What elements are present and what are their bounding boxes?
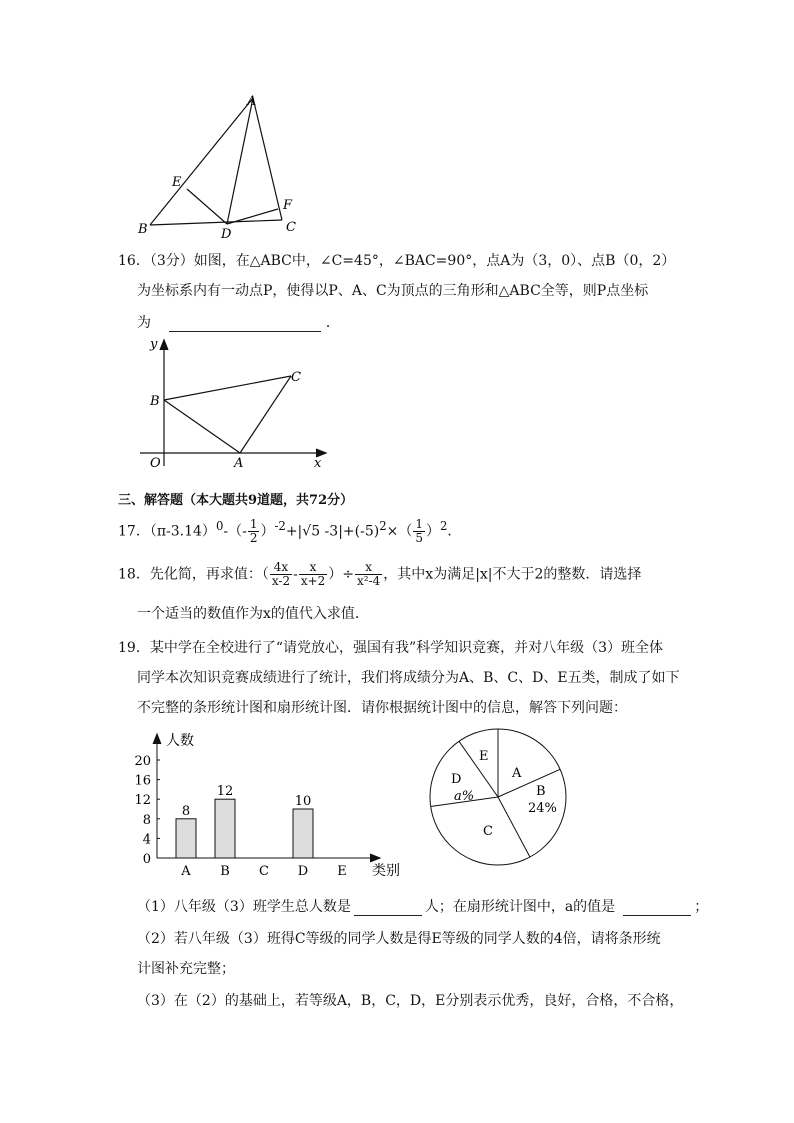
q18-line1 <box>118 561 641 588</box>
y-tick-label: 12 <box>134 793 151 809</box>
y-tick-label: 16 <box>134 773 151 789</box>
bar-A <box>176 819 196 858</box>
y-tick-label: 20 <box>134 754 151 769</box>
label-B: B <box>150 394 160 409</box>
answer-blank[interactable] <box>169 331 321 332</box>
pie-label-E: E <box>479 749 489 764</box>
q17-number: 17． <box>118 523 150 540</box>
q16-line3-post: ． <box>325 315 340 331</box>
fraction-4x: $\frac{4x}{x-2}$ <box>271 560 291 588</box>
minus: - <box>293 566 298 583</box>
pie-label-B: B <box>536 784 546 799</box>
answer-blank-a[interactable] <box>623 915 691 916</box>
paren-div: ）÷ <box>328 566 355 583</box>
label-A: A <box>247 94 257 109</box>
x-axis-label: 类别 <box>372 863 400 879</box>
q16-line2: 为坐标系内有一动点P，使得以P、A、C为顶点的三角形和△ABC全等，则P点坐标 <box>137 283 649 299</box>
fraction-x-plus-2: $\frac{x}{x+2}$ <box>300 560 326 588</box>
x-tick-label: D <box>297 864 309 879</box>
pie-label-C: C <box>483 824 493 839</box>
pie-label-A: A <box>512 766 522 781</box>
q19-line2: 同学本次知识竞赛成绩进行了统计，我们将成绩分为A、B、C、D、E五类，制成了如下 <box>137 670 680 686</box>
q17-exp: 2 <box>440 518 448 533</box>
label-C: C <box>286 220 296 235</box>
q17 <box>118 518 461 545</box>
q17-part: ） <box>426 523 440 540</box>
pie-pct-B: 24% <box>528 801 557 816</box>
q17-part: ×（ <box>386 523 413 540</box>
bar-B <box>215 799 235 858</box>
q17-part: +|√5 -3|+(-5) <box>285 523 380 540</box>
x-tick-label: E <box>337 864 347 879</box>
pie-label-D: D <box>451 772 462 787</box>
q17-exp: -2 <box>274 518 286 533</box>
x-tick-label: C <box>259 864 269 879</box>
x-tick-label: A <box>181 864 191 879</box>
x-tick-label: B <box>220 864 230 879</box>
q19-line1: 19．某中学在全校进行了“请党放心，强国有我”科学知识竞赛，并对八年级（3）班全体 <box>118 640 664 656</box>
triangle-figure-15 <box>130 90 310 242</box>
fraction-one-fifth: $\frac{1}{5}$ <box>415 517 423 545</box>
fraction-one-half: $\frac{1}{2}$ <box>249 517 258 545</box>
q17-part: （π-3.14） <box>149 523 216 540</box>
q17-exp: 0 <box>215 518 224 533</box>
data-label-B: 12 <box>216 784 234 800</box>
q16-line1: 16．（3分）如图，在△ABC中，∠C=45°，∠BAC=90°，点A为（3，0）、点B（0，2） <box>118 253 676 269</box>
q19-sub1 <box>137 896 708 916</box>
q16-line3-pre: 为 <box>137 315 151 331</box>
q17-part: -（- <box>223 523 247 540</box>
y-tick-label: 8 <box>142 812 151 828</box>
paren: （ <box>261 566 269 583</box>
q19-sub1-a: （1）八年级（3）班学生总人数是 <box>137 899 351 915</box>
coordinate-figure-16 <box>140 336 340 472</box>
section-heading: 三、解答题（本大题共9道题，共72分） <box>118 493 354 508</box>
q19-sub1-c: ； <box>694 899 709 915</box>
q17-part: ． <box>447 523 462 540</box>
q18-line2: 一个适当的数值作为x的值代入求值． <box>137 606 369 622</box>
q17-exp: 2 <box>379 518 387 533</box>
q16-line3 <box>137 312 340 332</box>
y-tick-label: 0 <box>142 852 151 867</box>
q17-part: ） <box>260 523 275 540</box>
q19-sub3: （3）在（2）的基础上，若等级A，B，C，D，E分别表示优秀，良好，合格，不合格， <box>137 993 684 1009</box>
q18-tail: ，其中x为满足|x|不大于2的整数．请选择 <box>383 566 642 583</box>
label-A: A <box>234 456 244 471</box>
q18-number: 18．先化简，再求值： <box>118 566 262 583</box>
label-x: x <box>314 456 322 471</box>
y-axis-label: 人数 <box>166 733 194 749</box>
label-O: O <box>150 456 161 471</box>
answer-blank-total[interactable] <box>354 915 422 916</box>
y-tick-label: 4 <box>142 832 151 848</box>
fraction-x-sq-minus-4: $\frac{x}{\text{x²-4}}$ <box>357 560 381 588</box>
label-F: F <box>283 198 293 213</box>
bar-chart <box>128 728 418 880</box>
label-D: D <box>221 227 232 242</box>
bar-D <box>293 809 313 858</box>
data-label-A: 8 <box>181 803 191 819</box>
pie-pct-D: a% <box>454 789 475 804</box>
label-C: C <box>291 370 301 385</box>
label-y: y <box>150 337 158 352</box>
q19-sub1-b: 人；在扇形统计图中，a的值是 <box>424 899 616 915</box>
q19-sub2a: （2）若八年级（3）班得C等级的同学人数是得E等级的同学人数的4倍，请将条形统 <box>137 931 661 947</box>
q19-sub2b: 计图补充完整； <box>137 961 235 977</box>
pie-chart <box>428 725 568 877</box>
data-label-D: 10 <box>294 794 312 809</box>
label-B: B <box>138 222 148 237</box>
label-E: E <box>172 175 182 190</box>
q19-line3: 不完整的条形统计图和扇形统计图．请你根据统计图中的信息，解答下列问题： <box>137 700 627 716</box>
